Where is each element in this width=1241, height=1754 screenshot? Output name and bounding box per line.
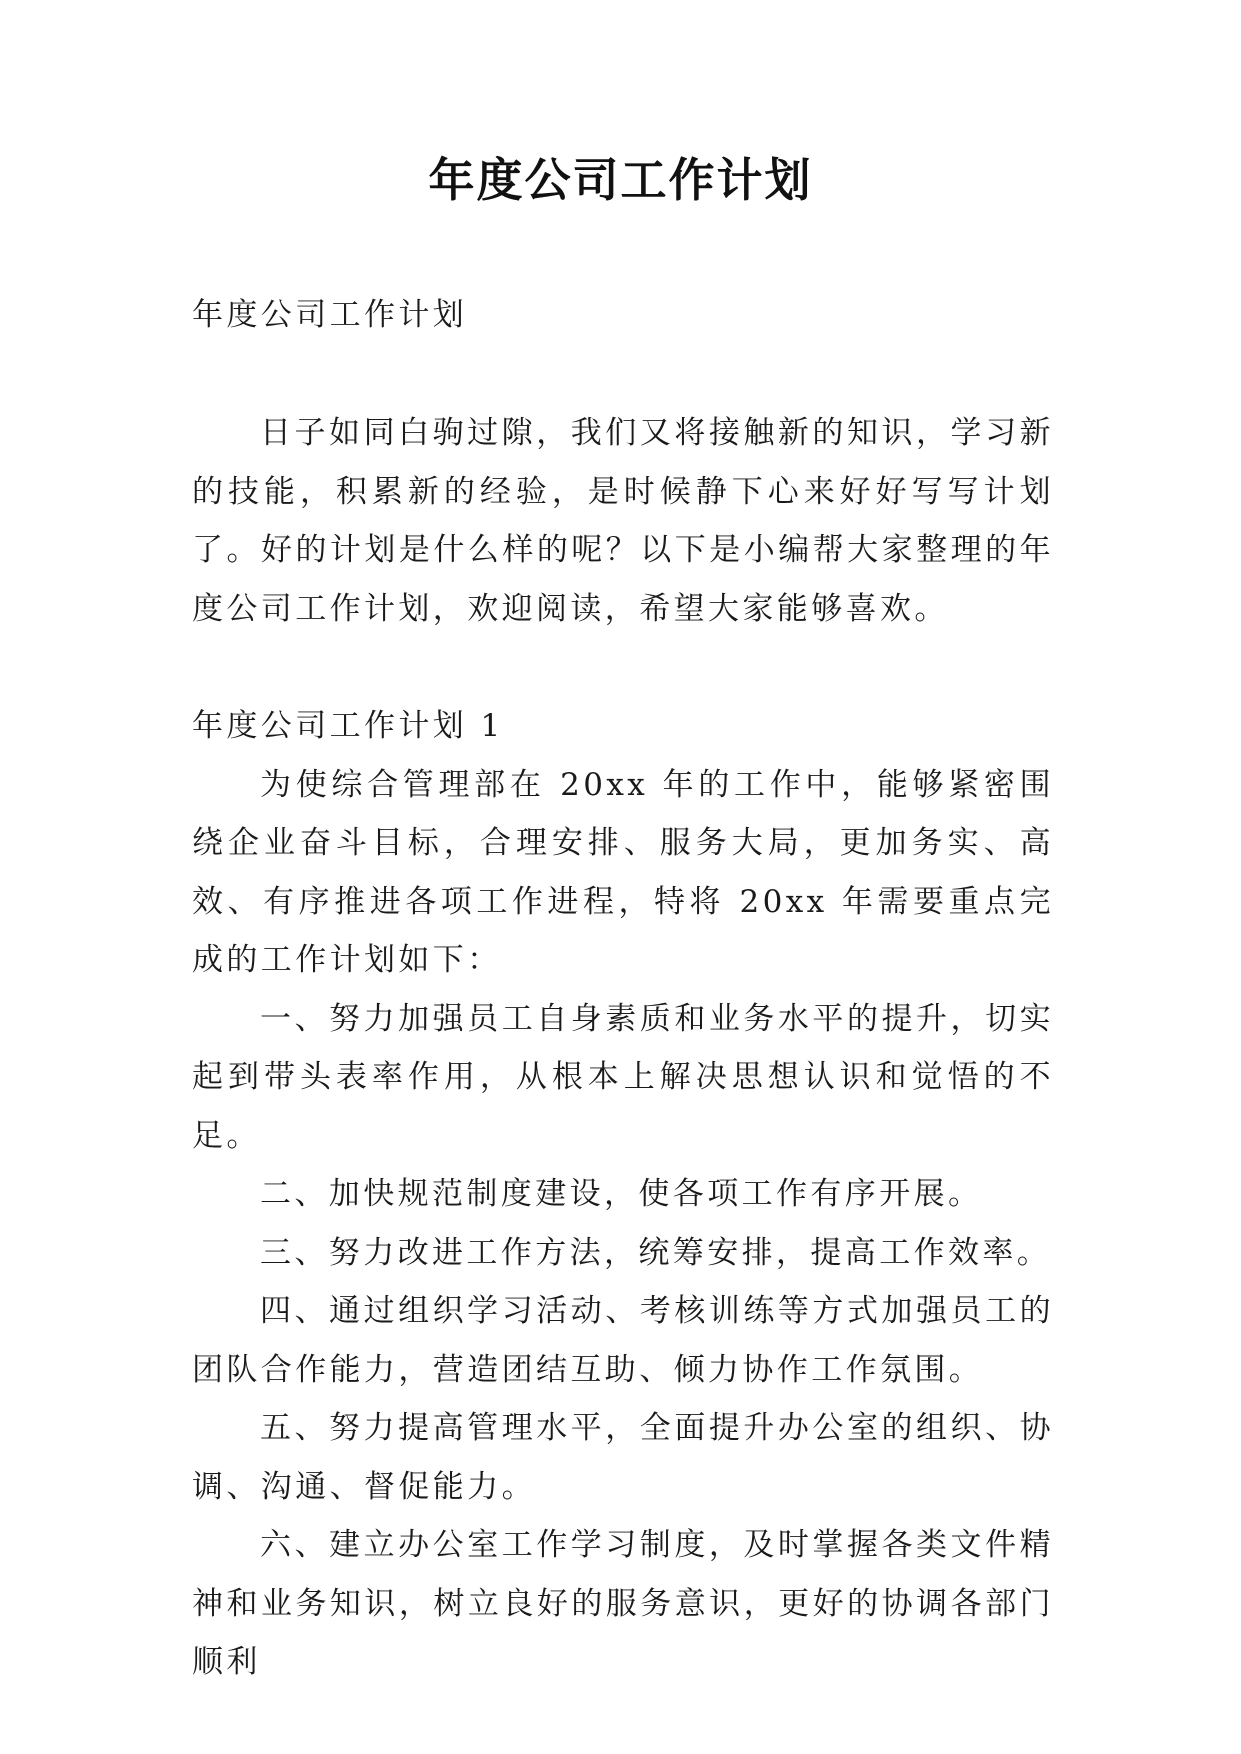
- section-paragraph: 五、努力提高管理水平，全面提升办公室的组织、协调、沟通、督促能力。: [192, 1410, 1054, 1505]
- section-1: [192, 697, 1054, 1692]
- section-paragraph: 一、努力加强员工自身素质和业务水平的提升，切实起到带头表率作用，从根本上解决思想认识和觉悟的不足。: [192, 1000, 1054, 1154]
- document-title: 年度公司工作计划: [428, 153, 813, 207]
- section-heading: 年度公司工作计划 1: [192, 708, 504, 744]
- section-paragraph: 六、建立办公室工作学习制度，及时掌握各类文件精神和业务知识，树立良好的服务意识，更好的协调各部门顺利: [192, 1527, 1054, 1680]
- intro-block: [192, 404, 1054, 638]
- section-paragraph: 三、努力改进工作方法，统筹安排，提高工作效率。: [260, 1234, 1052, 1271]
- section-paragraph: 为使综合管理部在 20xx 年的工作中，能够紧密围绕企业奋斗目标，合理安排、服务大局，更加务实、高效、有序推进各项工作进程，特将 20xx 年需要重点完成的工作计划如下：: [192, 766, 1054, 978]
- subtitle-text: 年度公司工作计划: [192, 297, 468, 333]
- document-subtitle: [192, 286, 1054, 345]
- intro-paragraph: 日子如同白驹过隙，我们又将接触新的知识，学习新的技能，积累新的经验，是时候静下心来好好写写计划了。好的计划是什么样的呢？以下是小编帮大家整理的年度公司工作计划，欢迎阅读，希望大家能够喜欢。: [192, 415, 1054, 627]
- section-paragraph: 二、加快规范制度建设，使各项工作有序开展。: [260, 1176, 983, 1212]
- section-paragraph: 四、通过组织学习活动、考核训练等方式加强员工的团队合作能力，营造团结互助、倾力协作工作氛围。: [192, 1293, 1054, 1388]
